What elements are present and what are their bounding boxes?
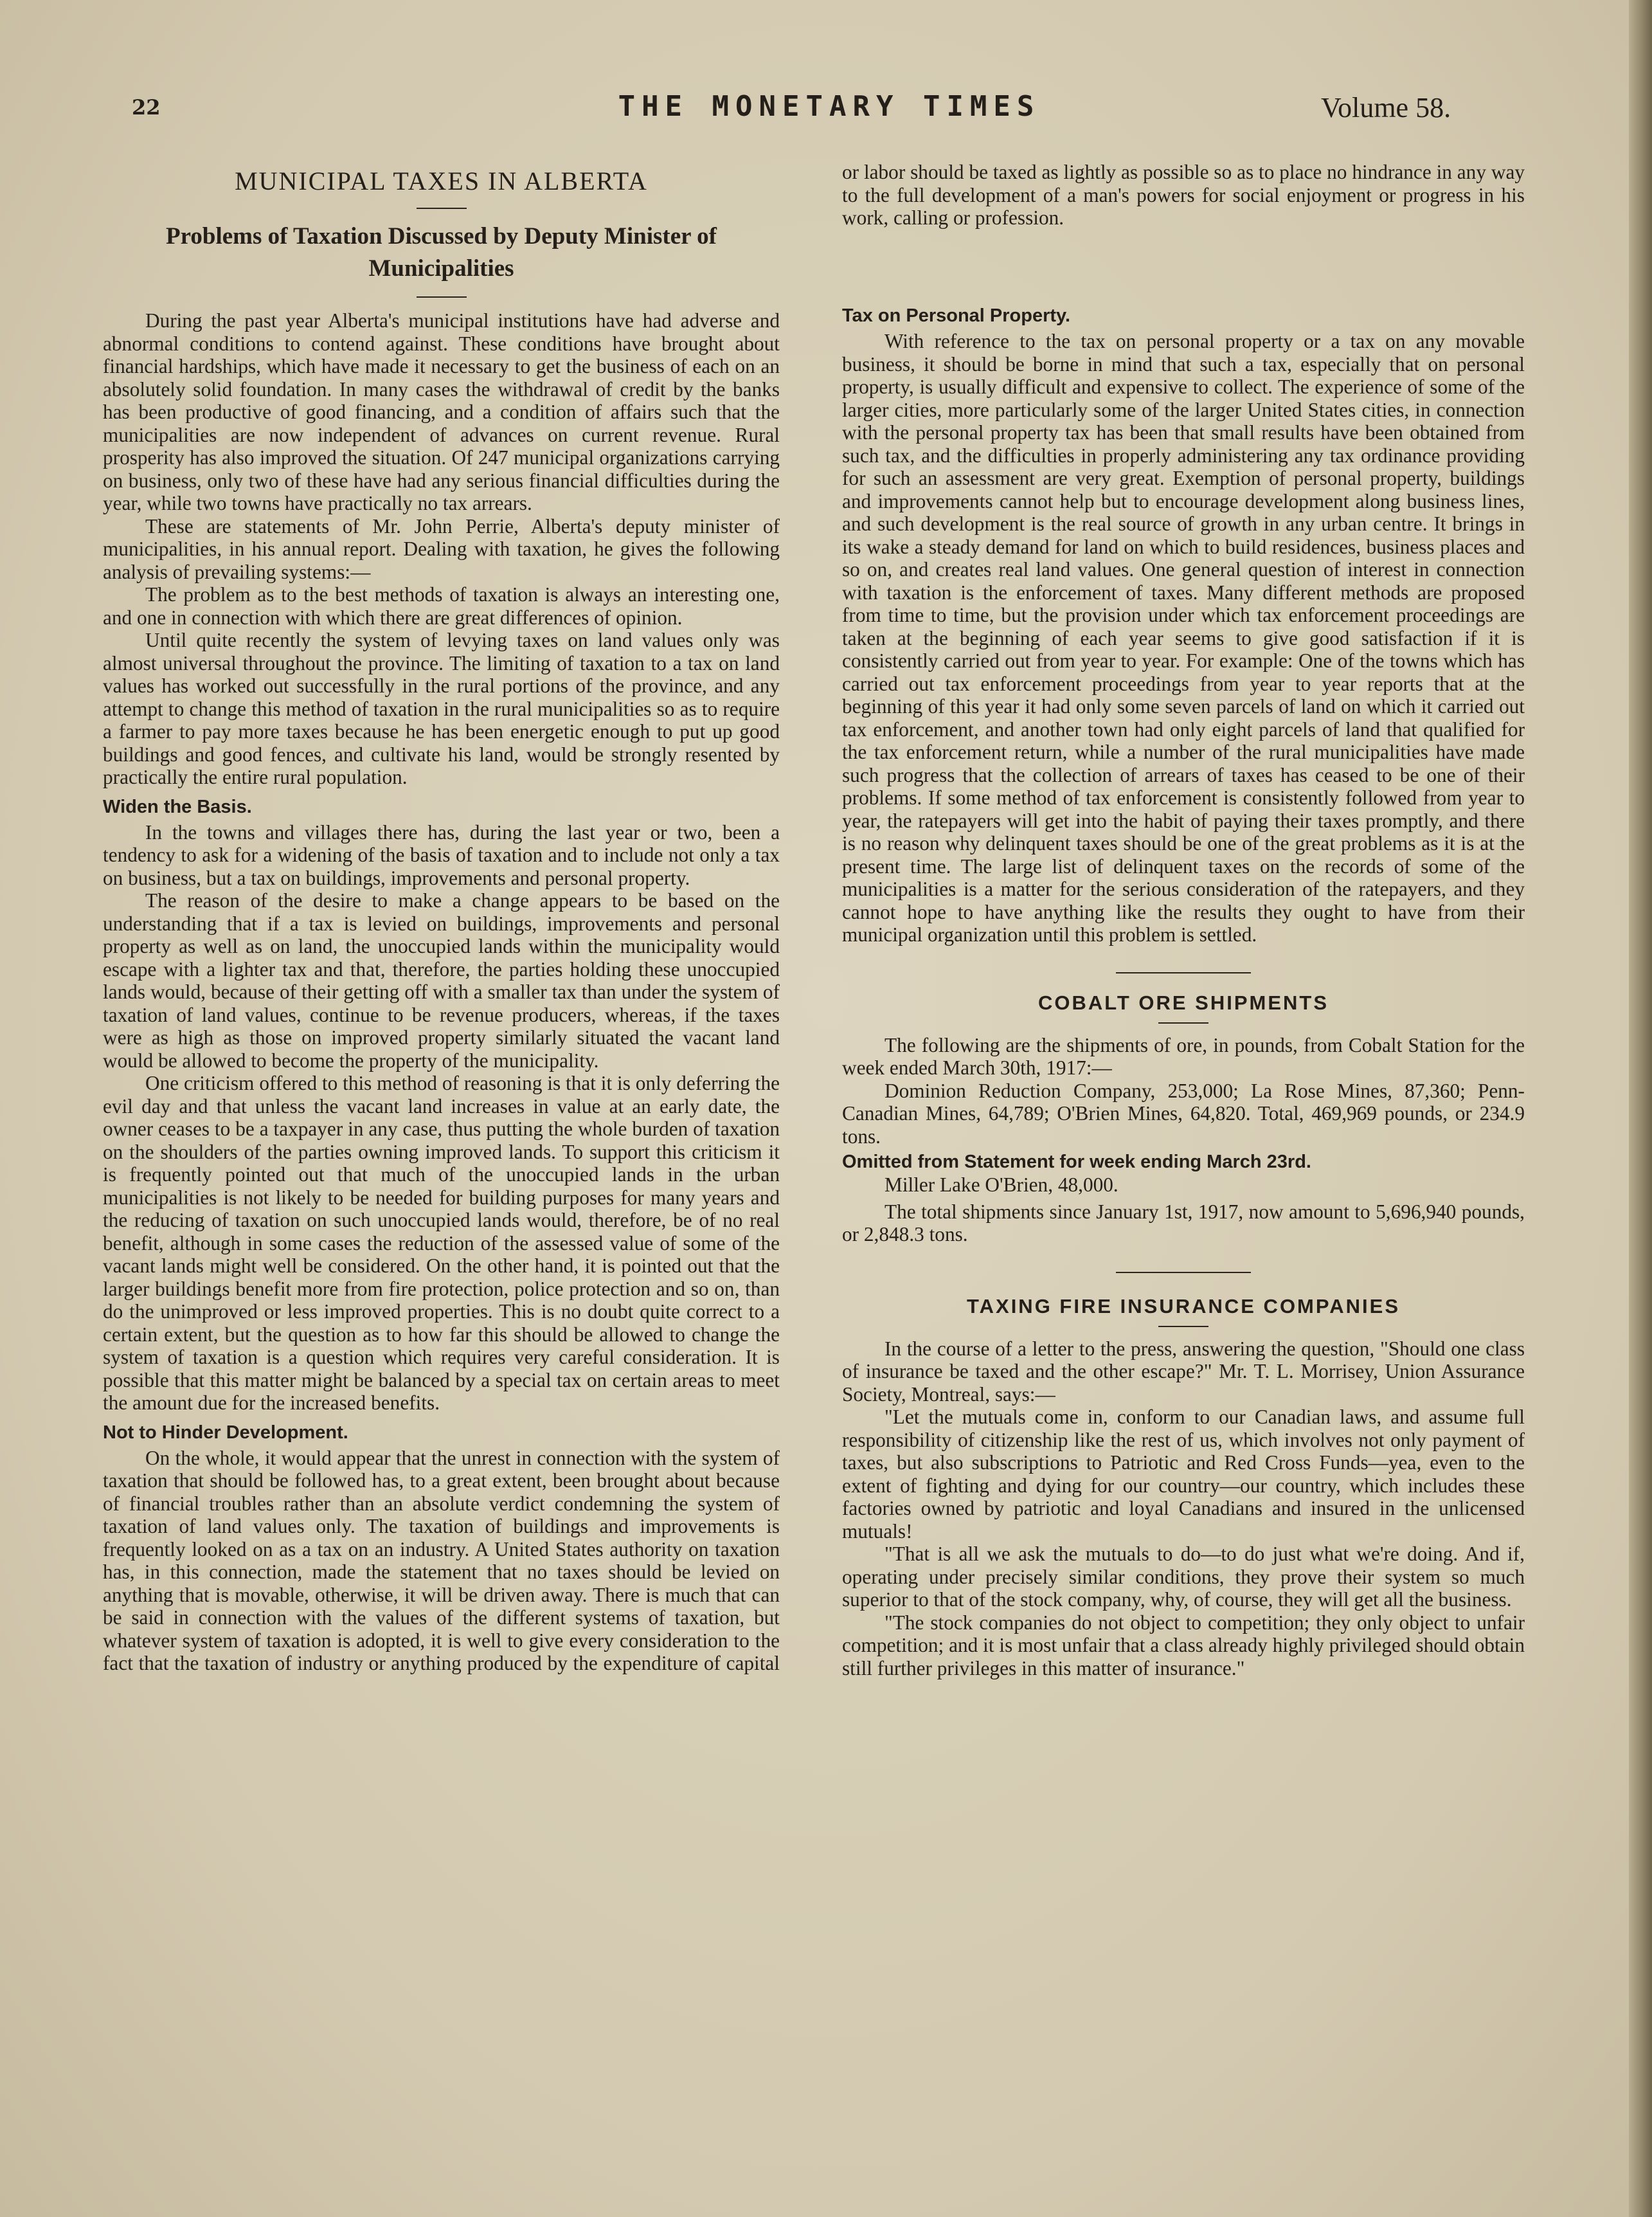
paragraph: One criticism offered to this method of reasoning is that it is only deferring the evil day and that unless the vacant land increases in value at an early date, the owner ceases to be a taxpayer in any case, thus putting the whole burden of taxation on the shoulders of the parties owning improved lands. To support this criticism it is frequently pointed out that much of the unoccupied lands in the urban municipalities is not likely to be needed for building purposes for many years and the reducing of taxation on such unoccupied lands would, therefore, be of no real benefit, although in some cases the reduction of the assessed value of some of the vacant lands might well be considered. On the other hand, it is pointed out that the larger buildings benefit more from fire protection, police protection and so on, than do the unimproved or less improved properties. This is no doubt quite correct to a certain extent, but the question as to how far this should be allowed to change the system of taxation is a question which requires very careful consideration. It is possible that this matter might be balanced by a special tax on certain areas to meet the amount due for the increased benefits.	[103, 1072, 780, 1414]
article-title-fire-insurance: TAXING FIRE INSURANCE COMPANIES	[967, 1294, 1400, 1317]
section-heading-personal-property: Tax on Personal Property.	[842, 305, 1071, 326]
paragraph: The problem as to the best methods of taxation is always an interesting one, and one in connection with which there are great differences of opinion.	[103, 583, 780, 629]
volume-label: Volume 58.	[1321, 92, 1451, 123]
left-column	[103, 161, 780, 1675]
paragraph: These are statements of Mr. John Perrie, Alberta's deputy minister of municipalities, in his annual report. Dealing with taxation, he gives the following analysis of prevailing systems:—	[103, 514, 780, 583]
section-heading-widen-basis: Widen the Basis.	[103, 796, 252, 817]
right-column	[842, 161, 1525, 1679]
paragraph: During the past year Alberta's municipal institutions have had adverse and abnormal conditions to contend against. These conditions have brought about financial hardships, which have made it necessary to get the business of each on an absolutely solid foundation. In many cases the withdrawal of credit by the banks has been productive of good financing, and a condition of affairs such that the municipalities are now independent of advances on current revenue. Rural prosperity has also improved the situation. Of 247 municipal organizations carrying on business, only two of these have had any serious financial difficulties during the year, while two towns have practically no tax arrears.	[103, 309, 780, 514]
paragraph: With reference to the tax on personal property or a tax on any movable business, it should be borne in mind that such a tax, especially that on personal property, is usually difficult and expensive to collect. The experience of some of the larger cities, more particularly some of the larger United States cities, in connection with the personal property tax has been that small results have been obtained from such tax, and the difficulties in properly administering any tax ordinance providing for such an assessment are very great. Exemption of personal property, buildings and improvements cannot help but to encourage development along business lines, and such development is the real source of growth in any urban centre. It brings in its wake a steady demand for land on which to build residences, business places and so on, and creates real land values. One general question of interest in connection with taxation is the enforcement of taxes. Many different methods are proposed from time to time, but the provision under which tax enforcement proceedings are taken at the beginning of each year seems to give good satisfaction if it is consistently carried out from year to year. For example: One of the towns which has carried out tax enforcement proceedings from year to year reports that at the beginning of this year it had only some seven parcels of land on which it carried out tax enforcement, and another town had only eight parcels of land that qualified for the tax enforcement return, while a number of the rural municipalities have made such progress that the collection of arrears of taxes has ceased to be one of their problems. If some method of tax enforcement is consistently followed from year to year, the ratepayers will get into the habit of paying their taxes promptly, and there is no reason why delinquent taxes should be one of the great problems as it is at the present time. The large list of delinquent taxes on the records of some of the municipalities is a matter for the serious consideration of the ratepayers, and they cannot hope to have anything like the results they ought to have from their municipal organization until this problem is settled.	[842, 330, 1525, 946]
masthead-title: THE MONETARY TIMES	[618, 90, 1041, 123]
section-heading-hinder-development: Not to Hinder Development.	[103, 1422, 348, 1443]
paragraph-continued: On the whole, it would appear that the unrest in connection with the system of taxation that should be followed has, to a great extent, been brought about because of financial troubles rather than an absolute verdict condemning the system of taxation of land values only. The taxation of buildings and improvements is frequently looked on as a tax on an industry. A United States authority on taxation has, in this connection, made the statement that no taxes should be levied on anything that is movable, otherwise, it will be driven away. There is much that can be said in connection with the values of the different systems of taxation, but whatever system of taxation is adopted, it is well to give every consideration to the fact that the taxation of industry or anything produced by the expenditure of capital	[103, 1446, 780, 1674]
omitted-line: Miller Lake O'Brien, 48,000.	[884, 1173, 1118, 1196]
article-separator	[1116, 972, 1251, 973]
omitted-heading: Omitted from Statement for week ending March 23rd.	[842, 1152, 1311, 1172]
paragraph: The following are the shipments of ore, in pounds, from Cobalt Station for the week ended March 30th, 1917:—	[842, 1033, 1525, 1079]
article-separator	[1116, 1272, 1251, 1273]
article-subtitle: Problems of Taxation Discussed by Deputy Minister of Municipalities	[166, 223, 717, 282]
paragraph: In the course of a letter to the press, answering the question, "Should one class of insurance be taxed and the other escape?" Mr. T. L. Morrisey, Union Assurance Society, Montreal, says:—	[842, 1337, 1525, 1406]
shipments-list: Dominion Reduction Company, 253,000; La Rose Mines, 87,360; Penn-Canadian Mines, 64,789; O'Brien Mines, 64,820. Total, 469,969 pounds, or 234.9 tons.	[842, 1079, 1525, 1148]
divider-rule	[417, 296, 467, 298]
divider-rule	[1158, 1022, 1208, 1024]
page-header	[0, 90, 1478, 129]
paragraph: The total shipments since January 1st, 1917, now amount to 5,696,940 pounds, or 2,848.3 tons.	[842, 1200, 1525, 1245]
divider-rule	[1158, 1326, 1208, 1327]
paragraph-continuation: or labor should be taxed as lightly as possible so as to place no hindrance in any way to the full development of a man's powers for social enjoyment or progress in his work, calling or profession.	[842, 161, 1525, 229]
paragraph: "That is all we ask the mutuals to do—to do just what we're doing. And if, operating under precisely similar conditions, they prove their system so much superior to that of the stock company, why, of course, they will get all the business.	[842, 1543, 1525, 1611]
paragraph: Until quite recently the system of levying taxes on land values only was almost universal throughout the province. The limiting of taxation to a tax on land values has worked out successfully in the rural portions of the province, and any attempt to change this method of taxation in the rural municipalities so as to require a farmer to pay more taxes because he has been energetic enough to put up good buildings and good fences, and cultivate his land, would be strongly resented by practically the entire rural population.	[103, 629, 780, 788]
paragraph: The reason of the desire to make a change appears to be based on the understanding that if a tax is levied on buildings, improvements and personal property as well as on land, the unoccupied lands within the municipality would escape with a lighter tax and that, therefore, the parties holding these unoccupied lands would, because of their getting off with a smaller tax than under the system of taxation of land values, continue to be revenue producers, whereas, if the taxes were as high as those on improved property similarly situated the vacant land would be allowed to become the property of the municipality.	[103, 889, 780, 1072]
paragraph: "Let the mutuals come in, conform to our Canadian laws, and assume full responsibility of citizenship like the rest of us, which involves not only payment of taxes, but also subscriptions to Patriotic and Red Cross Funds—yea, even to the extent of fighting and dying for our country—our country, which includes these factories owned by patriotic and loyal Canadians and insured in the unlicensed mutuals!	[842, 1406, 1525, 1543]
paragraph: "The stock companies do not object to competition; they only object to unfair competition; and it is most unfair that a class already highly privileged should obtain still further privileges in this matter of insurance."	[842, 1611, 1525, 1679]
divider-rule	[417, 208, 467, 209]
page-binding-edge	[1629, 0, 1652, 2217]
article-title-cobalt: COBALT ORE SHIPMENTS	[1037, 991, 1329, 1014]
page-number: 22	[132, 95, 161, 120]
continued-text-window	[842, 161, 1525, 298]
paragraph: In the towns and villages there has, during the last year or two, been a tendency to ask for a widening of the basis of taxation and to include not only a tax on business, but a tax on buildings, improvements and personal property.	[103, 820, 780, 889]
article-title-municipal-taxes: MUNICIPAL TAXES IN ALBERTA	[235, 167, 648, 195]
